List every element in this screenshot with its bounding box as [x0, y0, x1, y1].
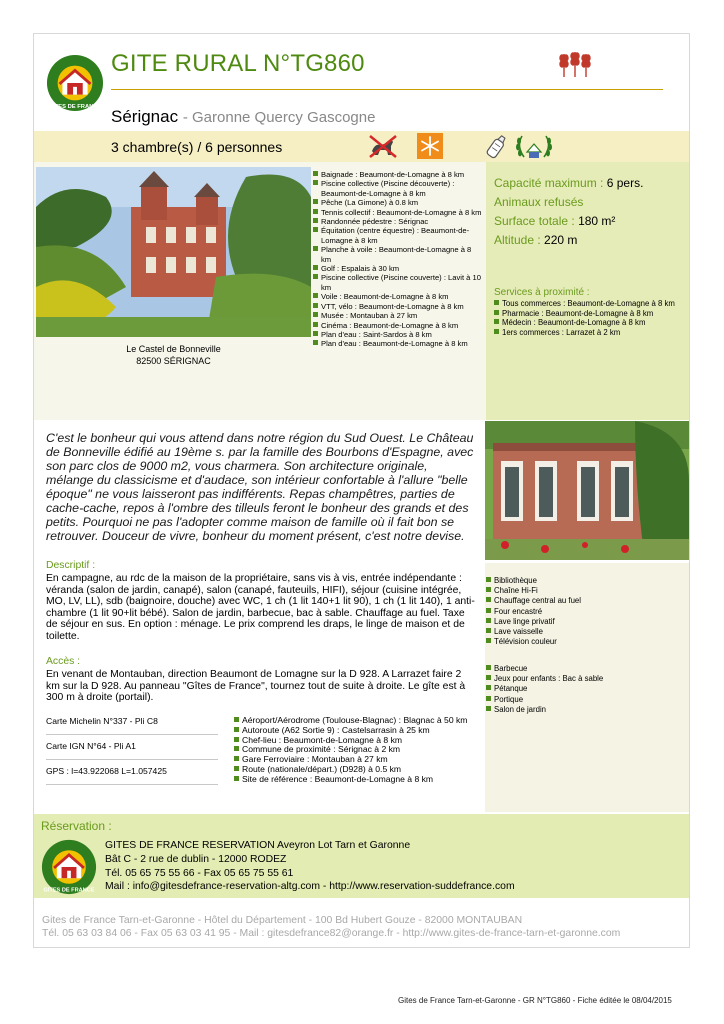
- bullet-icon: [494, 310, 499, 315]
- svg-text:GITES DE FRANCE: GITES DE FRANCE: [43, 887, 95, 894]
- reservation-mail-link[interactable]: Mail : info@gitesdefrance-reservation-altg.com - http://www.reservation-suddefrance.com: [105, 881, 515, 893]
- bullet-icon: [313, 274, 318, 279]
- activity-item: [313, 217, 483, 226]
- activity-item-text: Plan d'eau : Saint-Sardos à 8 km: [321, 329, 432, 339]
- air-conditioning-icon: [417, 133, 443, 159]
- indoor-equipment-list: [486, 576, 689, 647]
- activity-item: [313, 208, 483, 217]
- bullet-icon: [313, 340, 318, 345]
- bullet-icon: [313, 322, 318, 327]
- overview-row: [34, 162, 689, 420]
- activity-item-text: Cinéma : Beaumont-de-Lomagne à 8 km: [321, 320, 459, 330]
- activity-item: [313, 302, 483, 311]
- bullet-icon: [313, 199, 318, 204]
- bullet-icon: [234, 756, 239, 761]
- service-item-text: Pharmacie : Beaumont-de-Lomagne à 8 km: [502, 308, 654, 318]
- equipment-item: [486, 617, 689, 627]
- equipment-item: [486, 576, 689, 586]
- bullet-icon: [313, 246, 318, 251]
- distance-item-text: Route (nationale/départ.) (D928) à 0.5 km: [242, 763, 402, 774]
- veranda-photo: [485, 421, 689, 560]
- caption-address: 82500 SÉRIGNAC: [136, 356, 211, 366]
- activity-item-text: Musée : Montauban à 27 km: [321, 311, 418, 321]
- bullet-icon: [313, 303, 318, 308]
- bullet-icon: [313, 312, 318, 317]
- surface-label: Surface totale :: [494, 214, 575, 228]
- service-item: [494, 318, 686, 328]
- descriptif-text: En campagne, au rdc de la maison de la propriétaire, sans vis à vis, entrée indépendante : véranda (salon de jardin, canapé), salon (canapé, fauteuils, HIFI), séjour (cuisine intégrée, MO, LV, LL), sdb (baignoire, douche) avec WC, 1 ch (1 lit 140+1 lit 90), 1 ch (1 lit 140), 1 anti-chambre (1 lit 90+lit bébé). Salon de jardin, barbecue, bac à sable. Chauffage au fuel. Taxe de séjour en sus. En option : ménage. Le prix comprend les draps, le linge de maison et de toilette.: [46, 573, 475, 642]
- activity-item-text: Tennis collectif : Beaumont-de-Lomagne à 8 km: [321, 207, 482, 217]
- town-line: [111, 107, 375, 127]
- equipment-item: [486, 596, 689, 606]
- brochure-sheet: [33, 33, 690, 948]
- services-list: [494, 299, 686, 337]
- bullet-icon: [494, 300, 499, 305]
- max-capacity-value: 6 pers.: [606, 176, 644, 190]
- bullet-icon: [234, 737, 239, 742]
- bullet-icon: [234, 776, 239, 781]
- map-references: [46, 714, 218, 789]
- equipment-item-text: Barbecue: [494, 664, 528, 673]
- surface-value: 180 m²: [578, 214, 616, 228]
- outdoor-equipment-list: [486, 664, 689, 715]
- equipment-item: [486, 664, 689, 674]
- distance-item-text: Site de référence : Beaumont-de-Lomagne à 8 km: [242, 773, 434, 784]
- bullet-icon: [234, 746, 239, 751]
- activity-item-text: Planche à voile : Beaumont-de-Lomagne à 8 km: [321, 245, 472, 264]
- bullet-icon: [486, 587, 491, 592]
- activity-item-text: VTT, vélo : Beaumont-de-Lomagne à 8 km: [321, 301, 464, 311]
- equipment-item: [486, 607, 689, 617]
- equipment-item: [486, 705, 689, 715]
- no-pets-icon: [367, 133, 399, 160]
- equipment-item: [486, 627, 689, 637]
- bullet-icon: [486, 597, 491, 602]
- eco-laurel-icon: [514, 132, 554, 161]
- bullet-icon: [486, 618, 491, 623]
- bullet-icon: [494, 329, 499, 334]
- bullet-icon: [486, 628, 491, 633]
- service-item: [494, 328, 686, 338]
- bullet-icon: [486, 665, 491, 670]
- distance-item-text: Chef-lieu : Beaumont-de-Lomagne à 8 km: [242, 734, 403, 745]
- equipment-item-text: Lave vaisselle: [494, 627, 543, 637]
- town-name: Sérignac: [111, 107, 179, 126]
- equipment-item-text: Télévision couleur: [494, 637, 557, 647]
- activity-item: [313, 198, 483, 207]
- equipment-item: [486, 586, 689, 596]
- activity-item: [313, 292, 483, 301]
- equipment-item: [486, 674, 689, 684]
- altitude-label: Altitude :: [494, 233, 541, 247]
- reservation-title: Réservation :: [41, 819, 112, 833]
- capacity-band: [34, 131, 689, 162]
- activity-item-text: Baignade : Beaumont-de-Lomagne à 8 km: [321, 170, 465, 179]
- equipment-item-text: Bibliothèque: [494, 576, 537, 585]
- bullet-icon: [234, 727, 239, 732]
- reservation-box: [34, 814, 689, 898]
- bullet-icon: [313, 218, 318, 223]
- equipment-item: [486, 684, 689, 694]
- reservation-org: GITES DE FRANCE RESERVATION Aveyron Lot Tarn et Garonne: [105, 840, 411, 851]
- bullet-icon: [234, 717, 239, 722]
- bullet-icon: [486, 577, 491, 582]
- equipment-item-text: Chaîne Hi-Fi: [494, 586, 538, 596]
- rooms-count: 3 chambre(s) / 6 personnes: [111, 139, 283, 155]
- distance-item: [234, 775, 474, 785]
- service-item-text: Tous commerces : Beaumont-de-Lomagne à 8 km: [502, 299, 675, 308]
- map-reference-item: Carte IGN N°64 - Pli A1: [46, 739, 218, 760]
- map-reference-item: GPS : l=43.922068 L=1.057425: [46, 764, 218, 785]
- bullet-icon: [313, 227, 318, 232]
- equipment-item-text: Chauffage central au fuel: [494, 596, 581, 606]
- wheat-ears-3-icon: [558, 50, 592, 78]
- bullet-icon: [313, 180, 318, 185]
- activity-item: [313, 339, 483, 348]
- bullet-icon: [313, 293, 318, 298]
- equipment-item-text: Pétanque: [494, 684, 528, 694]
- castle-photo: [36, 167, 311, 337]
- photo-caption: [36, 343, 311, 367]
- activity-item: [313, 311, 483, 320]
- caption-property: Le Castel de Bonneville: [126, 344, 221, 354]
- gites-de-france-logo: [46, 54, 104, 112]
- gites-de-france-logo-small: [41, 839, 97, 895]
- edition-stamp: Gites de France Tarn-et-Garonne - GR N°TG860 - Fiche éditée le 08/04/2015: [398, 996, 672, 1005]
- footer-address: Gites de France Tarn-et-Garonne - Hôtel du Département - 100 Bd Hubert Gouze - 82000 MONTAUBAN: [42, 915, 523, 926]
- activity-item-text: Voile : Beaumont-de-Lomagne à 8 km: [321, 292, 449, 302]
- bullet-icon: [486, 696, 491, 701]
- acces-label: Accès :: [46, 656, 81, 667]
- activity-item-text: Plan d'eau : Beaumont-de-Lomagne à 8 km: [321, 339, 468, 349]
- descriptif-label: Descriptif :: [46, 560, 96, 571]
- distance-item-text: Gare Ferroviaire : Montauban à 27 km: [242, 754, 388, 765]
- region-name: - Garonne Quercy Gascogne: [182, 109, 376, 126]
- bullet-icon: [486, 685, 491, 690]
- bullet-icon: [486, 608, 491, 613]
- bullet-icon: [486, 706, 491, 711]
- max-capacity: [494, 176, 643, 190]
- activities-list: [313, 170, 483, 349]
- activity-item: [313, 321, 483, 330]
- service-item: [494, 309, 686, 319]
- altitude-value: 220 m: [544, 233, 578, 247]
- max-capacity-label: Capacité maximum :: [494, 176, 604, 190]
- activity-item-text: Randonnée pédestre : Sérignac: [321, 217, 429, 227]
- bullet-icon: [313, 171, 318, 176]
- activity-item: [313, 273, 483, 292]
- equipment-item-text: Salon de jardin: [494, 704, 547, 714]
- reservation-address: Bât C - 2 rue de dublin - 12000 RODEZ: [105, 853, 287, 865]
- activity-item-text: Golf : Espalais à 30 km: [321, 264, 400, 274]
- activity-item: [313, 170, 483, 179]
- equipment-item-text: Jeux pour enfants : Bac à sable: [494, 674, 604, 684]
- activity-item-text: Piscine collective (Piscine couverte) : Lavit à 10 km: [321, 273, 481, 292]
- activity-item-text: Pêche (La Gimone) à 0.8 km: [321, 198, 419, 208]
- service-item-text: Médecin : Beaumont-de-Lomagne à 8 km: [502, 318, 646, 328]
- equipment-item-text: Portique: [494, 694, 524, 704]
- svg-text:GITES DE FRANCE: GITES DE FRANCE: [48, 104, 102, 111]
- distance-item-text: Autoroute (A62 Sortie 9) : Castelsarrasin à 25 km: [242, 724, 430, 735]
- reservation-phone: Tél. 05 65 75 55 66 - Fax 05 65 75 55 61: [105, 867, 294, 879]
- equipment-item: [486, 637, 689, 647]
- service-item: [494, 299, 686, 309]
- equipment-item-text: Four encastré: [494, 606, 543, 616]
- activity-item: [313, 264, 483, 273]
- baby-bottle-icon: [484, 131, 510, 161]
- footer: [42, 914, 682, 940]
- activity-item: [313, 179, 483, 198]
- acces-text: En venant de Montauban, direction Beaumont de Lomagne sur la D 928. A Larrazet faire 2 km sur la D 928. Au panneau "Gîtes de France", tournez tout de suite à droite. Le gîte est à 300 m à droite (portail).: [46, 669, 466, 703]
- distances-list: [234, 716, 474, 785]
- map-reference-item: Carte Michelin N°337 - Pli C8: [46, 714, 218, 735]
- activity-item-text: Équitation (centre équestre) : Beaumont-de-Lomagne à 8 km: [321, 226, 470, 245]
- activity-item: [313, 226, 483, 245]
- reservation-contact: [105, 839, 515, 894]
- services-title: Services à proximité :: [494, 287, 590, 298]
- title-divider: [111, 89, 663, 90]
- distance-item-text: Aéroport/Aérodrome (Toulouse-Blagnac) : Blagnac à 50 km: [242, 715, 468, 725]
- capacity-box: [486, 162, 689, 420]
- service-item-text: 1ers commerces : Larrazet à 2 km: [502, 327, 621, 337]
- equipment-item: [486, 695, 689, 705]
- equipment-item-text: Lave linge privatif: [494, 616, 555, 626]
- page-title: GITE RURAL N°TG860: [111, 50, 365, 77]
- intro-text: C'est le bonheur qui vous attend dans notre région du Sud Ouest. Le Château de Bonneville édifié au 19ème s. par la famille des Bourbons d'Espagne, avec son parc clos de 9000 m2, vous charmera. Son architecture originale, mélange du classicisme et d'audace, son intérieur confortable à l'allure "belle époque" ne vous laisseront pas indifférents. Repas champêtres, parties de cache-cache, repos à l'ombre des tilleuls feront le bonheur des grands et des petits. Pourquoi ne pas l'adopter comme maison de famille où il fait bon se retrouver. Douceur de vivre, bonheur du moment présent, c'est notre devise.: [46, 431, 474, 543]
- bullet-icon: [313, 265, 318, 270]
- activity-item: [313, 245, 483, 264]
- bullet-icon: [313, 331, 318, 336]
- activity-item-text: Piscine collective (Piscine découverte) : Beaumont-de-Lomagne à 8 km: [321, 179, 455, 198]
- animals-status: Animaux refusés: [494, 195, 584, 209]
- bullet-icon: [234, 766, 239, 771]
- bullet-icon: [313, 209, 318, 214]
- distance-item-text: Commune de proximité : Sérignac à 2 km: [242, 744, 401, 755]
- total-surface: [494, 214, 615, 228]
- footer-contact[interactable]: Tél. 05 63 03 84 06 - Fax 05 63 03 41 95 - Mail : gitesdefrance82@orange.fr - http://www.gites-de-france-tarn-et-garonne.com: [42, 928, 621, 939]
- bullet-icon: [486, 638, 491, 643]
- bullet-icon: [486, 675, 491, 680]
- activity-item: [313, 330, 483, 339]
- altitude: [494, 233, 577, 247]
- bullet-icon: [494, 319, 499, 324]
